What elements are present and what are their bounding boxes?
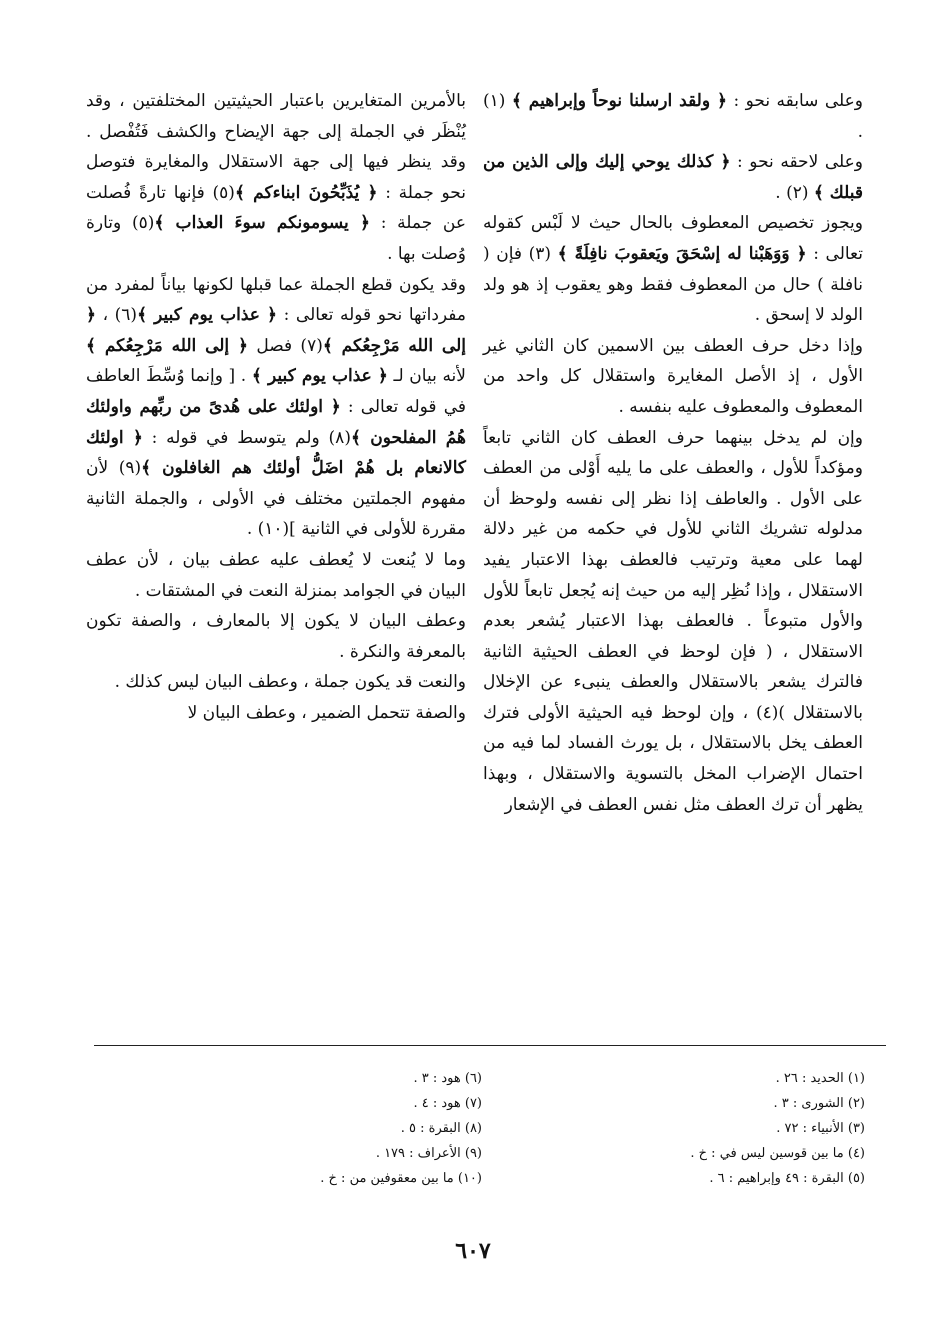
paragraph (86, 698, 466, 729)
quran-quote: ﴿ عذاب يوم كبير ﴾ (251, 366, 388, 387)
text-run: (٧) فصل (247, 335, 323, 356)
text-run: (٦) ، (95, 305, 138, 326)
text-run: (٩) لأن مفهوم الجملتين مختلف في الأولى ، والجملة الثانية مقررة للأولى في الثانية ](١٠) . (86, 458, 466, 540)
quran-quote: ﴿ كذلك يوحي إليك وإلى الذين من قبلك ﴾ (483, 152, 863, 203)
quran-quote: ﴿ اولئك على هُدىً من ربِّهم واولئك هُمُ المفلحون ﴾ (86, 396, 466, 448)
left-text-column (86, 86, 466, 728)
footnote: (٣) الأنبياء : ٧٢ . (776, 1121, 865, 1136)
footnote-divider (94, 1045, 886, 1046)
quran-quote: ﴿ إلى الله مَرْجِعُكم ﴾ (86, 335, 248, 356)
paragraph (483, 86, 863, 147)
paragraph (86, 270, 466, 545)
paragraph (86, 667, 466, 698)
footnote: (٨) البقرة : ٥ . (400, 1121, 482, 1136)
text-run: بالأمرين المتغايرين باعتبار الحيثيتين المختلفتين ، وقد يُنْظَر في الجملة إلى جهة الإيضاح والكشف فَتُفْصل . وقد ينظر فيها إلى جهة الاستقلال والمغايرة فتوصل نحو جملة : (86, 91, 466, 203)
quran-quote: ﴿ إلى الله مَرْجِعُكم ﴾ (86, 305, 466, 356)
text-run: وما لا يُنعت لا يُعطف عليه عطف بيان ، لأن عطف البيان في الجوامد بمنزلة النعت في المشتقات . (86, 549, 466, 601)
quran-quote: ﴿ يسومونكم سوءَ العذاب ﴾ (154, 213, 370, 234)
footnote: (٥) البقرة : ٤٩ وإبراهيم : ٦ . (709, 1171, 865, 1186)
text-run: لأنه بيان لـ (387, 366, 466, 387)
text-run: (٣) فإن ( نافلة ) حال من المعطوف فقط وهو يعقوب إذ هو ولد الولد لا إسحق . (483, 243, 863, 326)
footnotes-right-column (540, 1066, 865, 1191)
text-run: وقد يكون قطع الجملة عما قبلها لكونها بياناً لمفرد من مفرداتها نحو قوله تعالى : (86, 274, 466, 326)
paragraph (86, 545, 466, 606)
paragraph (483, 147, 863, 208)
right-text-column (483, 86, 863, 820)
footnote: (٩) الأعراف : ١٧٩ . (375, 1146, 482, 1161)
footnote: (٢) الشورى : ٣ . (773, 1096, 865, 1111)
quran-quote: ﴿ وَوَهَبْنا له إسْحَقَ ويَعقوبَ نافِلَةً ﴾ (557, 243, 807, 264)
text-run: . [ وإنما وُسِّطَ العاطف في قوله تعالى : (86, 366, 466, 417)
text-run: (٥) فإنها تارةً فُصلت عن جملة : (86, 182, 467, 234)
text-run: (٨) ولم يتوسط في قوله : (142, 427, 351, 448)
footnote: (٦) هود : ٣ . (413, 1071, 482, 1086)
paragraph (86, 606, 466, 667)
footnote: (١) الحديد : ٢٦ . (775, 1071, 865, 1086)
text-run: (٥) وتارة وُصلت بها . (86, 213, 466, 264)
text-run: (١) . (483, 91, 863, 142)
paragraph (483, 423, 863, 821)
paragraph (86, 86, 466, 270)
text-run: وإن لم يدخل بينهما حرف العطف كان الثاني تابعاً ومؤكداً للأول ، والعطف على ما يليه أَوْلى من العطف على الأول . والعاطف إذا نظر إلى نفسه ولوحظ أن مدلوله تشريك الثاني للأول في حكمه من غير دلالة لهما على معية وترتيب فالعطف بهذا الاعتبار يفيد الاستقلال ، وإذا نُظِر إليه من حيث إنه يُجعل تابعاً للأول والأول متبوعاً . فالعطف بهذا الاعتبار يُشعر بعدم الاستقلال ، ( فإن لوحظ في العطف الحيثية الثانية فالترك يشعر بالاستقلال والعطف ينبىء عن الإخلال بالاستقلال )(٤) ، وإن لوحظ فيه الحيثية الأولى فترك العطف يخل بالاستقلال ، بل يورث الفساد لما فيه من احتمال الإضراب المخل بالتسوية والاستقلال ، وبهذا يظهر أن ترك العطف مثل نفس العطف في الإشعار (483, 427, 863, 815)
page-number: ٦٠٧ (455, 1238, 491, 1264)
footnote: (٧) هود : ٤ . (413, 1096, 482, 1111)
paragraph (483, 331, 863, 423)
paragraph (483, 208, 863, 330)
text-run: ويجوز تخصيص المعطوف بالحال حيث لا لَبْس كقوله تعالى : (483, 213, 863, 264)
quran-quote: ﴿ اولئك كالانعام بل هُمْ اضَلُّ أولئك هم الغافلون ﴾ (86, 427, 466, 479)
quran-quote: ﴿ ولقد ارسلنا نوحاً وإبراهيم ﴾ (511, 91, 727, 111)
text-run: (٢) . (775, 182, 809, 203)
text-run: وعلى لاحقه نحو : (730, 152, 863, 173)
quran-quote: ﴿ عذاب يوم كبير ﴾ (137, 305, 277, 326)
footnotes-left-column (160, 1066, 482, 1191)
text-run: وإذا دخل حرف العطف بين الاسمين كان الثاني غير الأول ، إذ الأصل المغايرة واستقلال كل واحد من المعطوف والمعطوف عليه بنفسه . (483, 335, 863, 417)
text-run: والنعت قد يكون جملة ، وعطف البيان ليس كذلك . (114, 672, 466, 693)
text-run: وعلى سابقه نحو : (727, 91, 864, 111)
text-run: والصفة تتحمل الضمير ، وعطف البيان لا (187, 702, 466, 723)
quran-quote: ﴿ يُذَبِّحُونَ ابناءكم ﴾ (234, 182, 378, 203)
footnote: (٤) ما بين قوسين ليس في : خ . (690, 1146, 865, 1161)
text-run: وعطف البيان لا يكون إلا بالمعارف ، والصفة تكون بالمعرفة والنكرة . (86, 611, 466, 662)
footnote: (١٠) ما بين معقوفين من : خ . (320, 1171, 482, 1186)
